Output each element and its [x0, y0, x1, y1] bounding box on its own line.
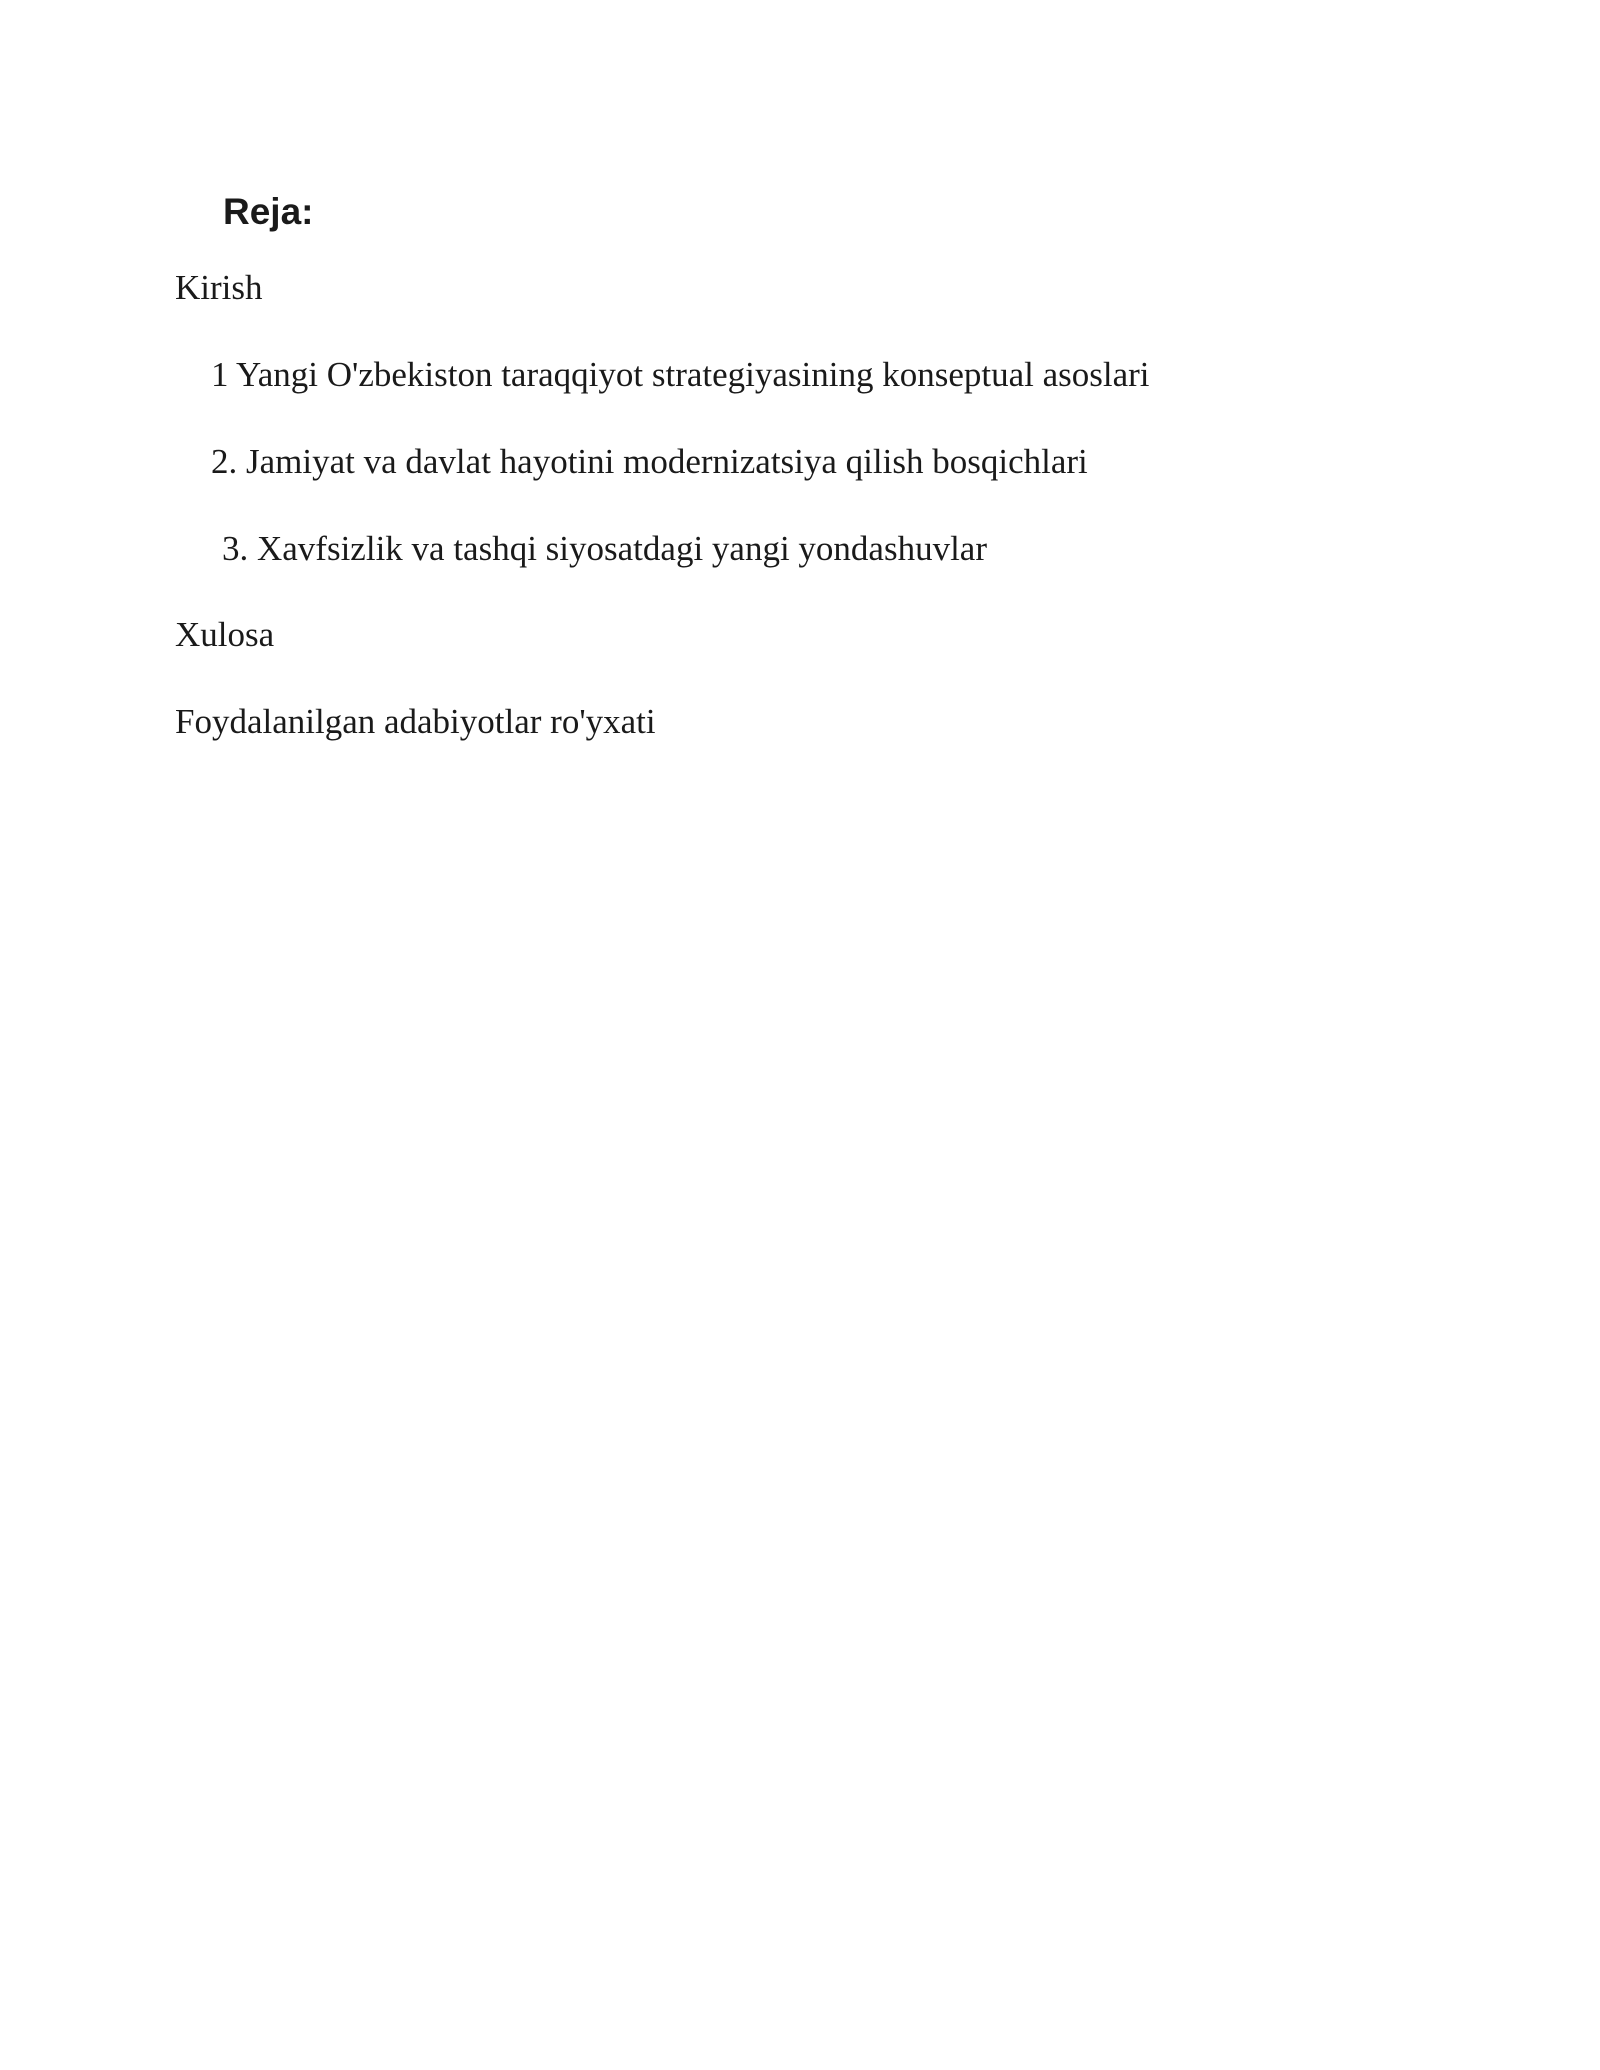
plan-item-1: 1 Yangi O'zbekiston taraqqiyot strategiyasining konseptual asoslari: [211, 355, 1150, 394]
plan-item-2: 2. Jamiyat va davlat hayotini modernizatsiya qilish bosqichlari: [211, 442, 1088, 481]
intro-line: Kirish: [175, 268, 263, 307]
plan-item-3: 3. Xavfsizlik va tashqi siyosatdagi yangi yondashuvlar: [222, 529, 987, 568]
conclusion-line: Xulosa: [175, 615, 275, 654]
references-line: Foydalanilgan adabiyotlar ro'yxati: [175, 702, 656, 741]
plan-heading: Reja:: [223, 191, 314, 232]
